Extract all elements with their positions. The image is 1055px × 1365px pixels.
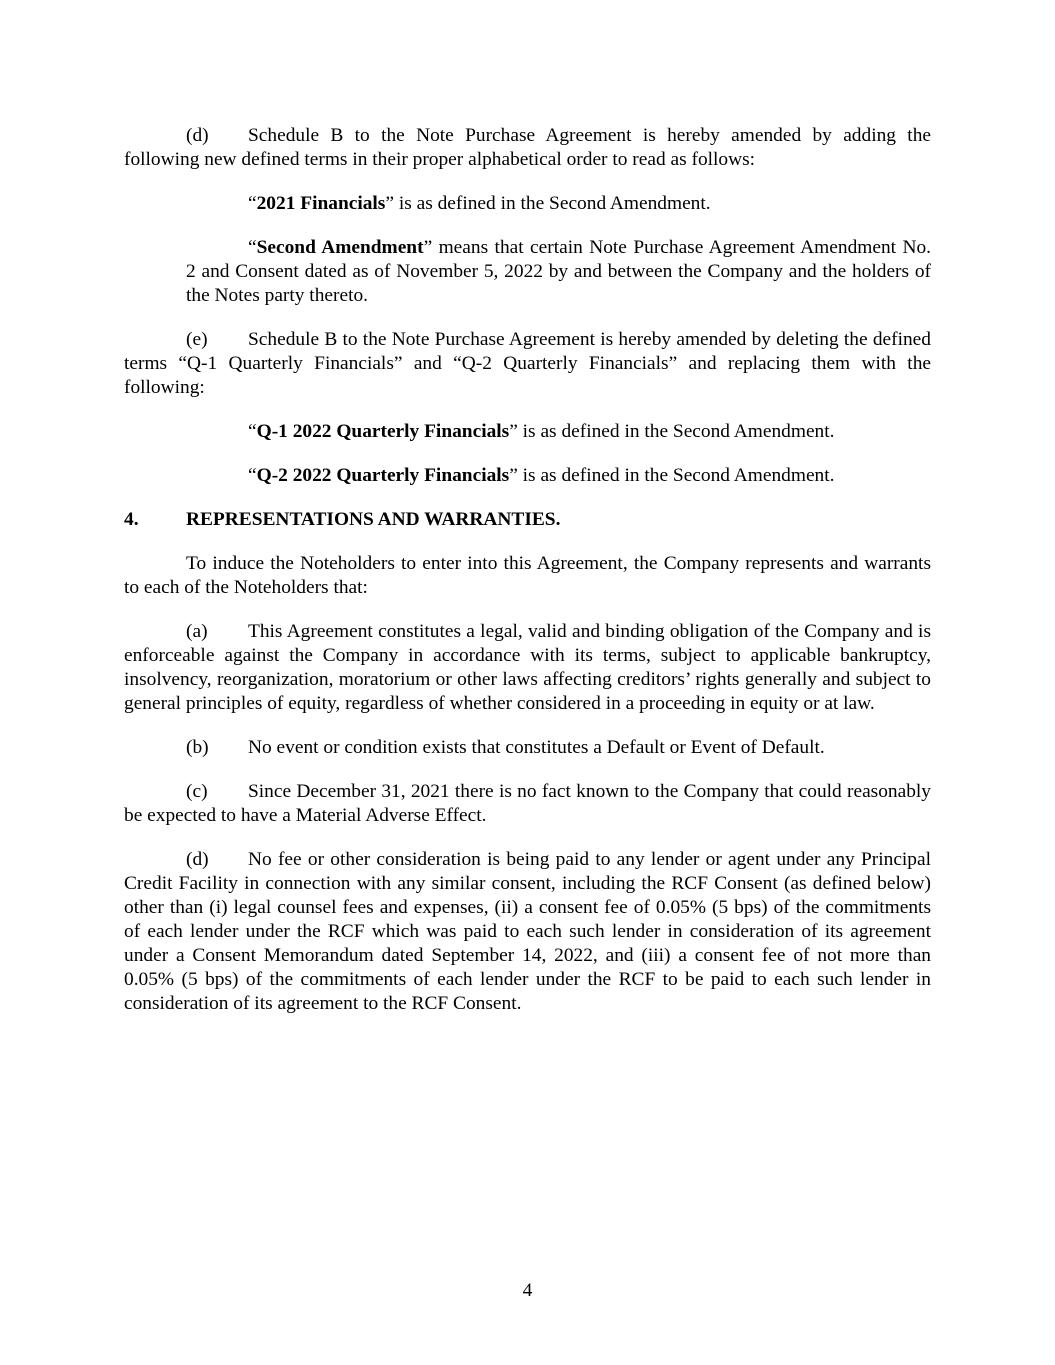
defined-term: 2021 Financials xyxy=(256,193,386,214)
paragraph-4c xyxy=(124,780,931,828)
paragraph-label: (e) xyxy=(186,329,208,350)
paragraph-text: Schedule B to the Note Purchase Agreement is hereby amended by deleting the defined terms “Q-1 Quarterly Financials” and “Q-2 Quarterly Financials” and replacing them with the following: xyxy=(124,329,931,398)
document-page xyxy=(124,124,931,1036)
paragraph-3d xyxy=(124,124,931,172)
paragraph-label: (d) xyxy=(186,849,209,870)
definition-text: ” is as defined in the Second Amendment. xyxy=(509,465,835,486)
section-title: REPRESENTATIONS AND WARRANTIES. xyxy=(186,509,561,530)
paragraph-label: (d) xyxy=(186,125,209,146)
paragraph-text: No fee or other consideration is being paid to any lender or agent under any Principal Credit Facility in connection with any similar consent, including the RCF Consent (as defined below) other than (i) legal counsel fees and expenses, (ii) a consent fee of 0.05% (5 bps) of the commitments of each lender under the RCF which was paid to each such lender in consideration of its agreement under a Consent Memorandum dated September 14, 2022, and (iii) a consent fee of not more than 0.05% (5 bps) of the commitments of each lender under the RCF to be paid to each such lender in consideration of its agreement to the RCF Consent. xyxy=(124,849,931,1014)
definition-text: ” is as defined in the Second Amendment. xyxy=(385,193,711,214)
paragraph-4a xyxy=(124,620,931,716)
defined-term: Q-1 2022 Quarterly Financials xyxy=(256,421,510,442)
paragraph-4d xyxy=(124,848,931,1016)
paragraph-label: (c) xyxy=(186,781,208,802)
definition-q2-financials: “Q-2 2022 Quarterly Financials” is as defined in the Second Amendment. xyxy=(248,465,835,486)
section-intro: To induce the Noteholders to enter into this Agreement, the Company represents and warrants to each of the Noteholders that: xyxy=(124,553,931,598)
page-number: 4 xyxy=(522,1280,533,1301)
definition-text: ” is as defined in the Second Amendment. xyxy=(509,421,835,442)
paragraph-3e xyxy=(124,328,931,400)
paragraph-text: Since December 31, 2021 there is no fact known to the Company that could reasonably be expected to have a Material Adverse Effect. xyxy=(124,781,931,826)
paragraph-text: No event or condition exists that constitutes a Default or Event of Default. xyxy=(248,737,825,758)
defined-term: Q-2 2022 Quarterly Financials xyxy=(256,465,510,486)
definition-second-amendment: “Second Amendment” means that certain Note Purchase Agreement Amendment No. 2 and Consent dated as of November 5, 2022 by and between the Company and the holders of the Notes party thereto. xyxy=(186,237,931,306)
paragraph-label: (b) xyxy=(186,737,209,758)
definition-2021-financials: “2021 Financials” is as defined in the Second Amendment. xyxy=(248,193,711,214)
paragraph-text: Schedule B to the Note Purchase Agreement is hereby amended by adding the following new defined terms in their proper alphabetical order to read as follows: xyxy=(124,125,931,170)
definition-q1-financials: “Q-1 2022 Quarterly Financials” is as defined in the Second Amendment. xyxy=(248,421,835,442)
paragraph-4b xyxy=(124,736,931,760)
paragraph-text: This Agreement constitutes a legal, valid and binding obligation of the Company and is enforceable against the Company in accordance with its terms, subject to applicable bankruptcy, insolvency, reorganization, moratorium or other laws affecting creditors’ rights generally and subject to general principles of equity, regardless of whether considered in a proceeding in equity or at law. xyxy=(124,621,931,714)
section-heading xyxy=(124,508,931,532)
defined-term: Second Amendment xyxy=(256,237,424,258)
paragraph-label: (a) xyxy=(186,621,208,642)
definition-text: ” means that certain Note Purchase Agreement Amendment No. 2 and Consent dated as of November 5, 2022 by and between the Company and the holders of the Notes party thereto. xyxy=(186,237,931,306)
section-number: 4. xyxy=(124,509,139,530)
